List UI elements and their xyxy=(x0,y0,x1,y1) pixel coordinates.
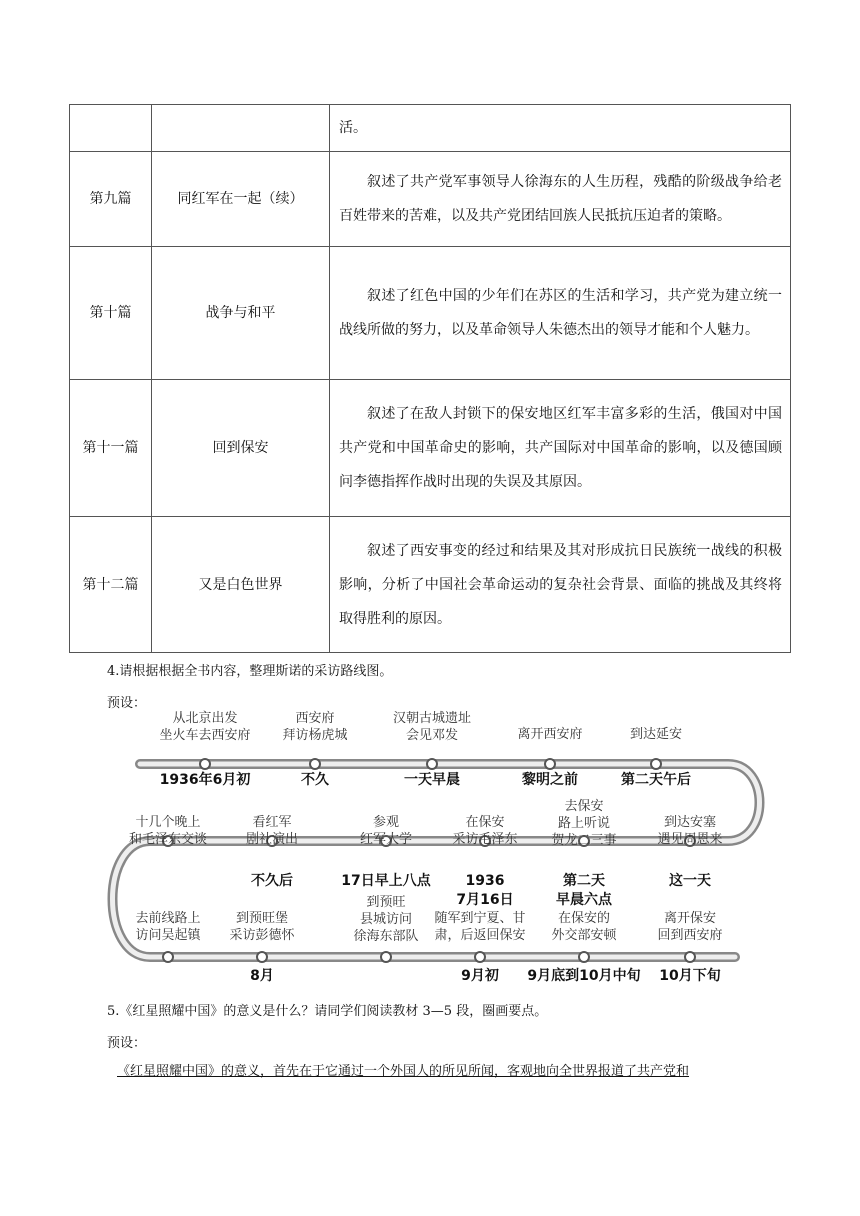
route-node xyxy=(651,759,661,769)
route-event-text: 到预旺堡 xyxy=(235,911,289,926)
route-node xyxy=(200,759,210,769)
summary-text: 活。 xyxy=(339,120,367,136)
route-event-text: 访问吴起镇 xyxy=(135,928,201,943)
route-time-text: 不久 xyxy=(301,772,329,788)
route-node xyxy=(310,759,320,769)
route-time-text: 第二天午后 xyxy=(621,772,691,788)
route-event-text: 会见邓发 xyxy=(405,728,459,743)
question-4: 4.请根据根据全书内容，整理斯诺的采访路线图。 xyxy=(107,664,393,679)
route-event-text: 贺龙二三事 xyxy=(551,833,617,848)
summary-text: 叙述了红色中国的少年们在苏区的生活和学习，共产党为建立统一战线所做的努力，以及革命领导人朱德杰出的领导才能和个人魅力。 xyxy=(339,288,782,338)
route-time-text: 10月下旬 xyxy=(659,968,721,984)
route-event-text: 去保安 xyxy=(564,799,604,814)
route-time-text: 8月 xyxy=(250,968,274,984)
route-event-text: 在保安的 xyxy=(557,911,611,926)
route-node xyxy=(475,952,485,962)
route-event-text: 坐火车去西安府 xyxy=(159,728,251,743)
route-time-text: 9月底到10月中旬 xyxy=(527,968,641,984)
route-event-text: 到达延安 xyxy=(629,727,683,742)
route-event-text: 离开西安府 xyxy=(517,727,583,742)
title-cell: 战争与和平 xyxy=(152,247,330,380)
route-time-text: 9月初 xyxy=(461,968,499,984)
route-event-text: 汉朝古城遗址 xyxy=(392,711,472,726)
route-event-text: 剧社演出 xyxy=(245,832,299,847)
route-event-text: 去前线路上 xyxy=(135,911,201,926)
route-event-text: 和毛泽东交谈 xyxy=(128,832,208,847)
route-time-text: 不久后 xyxy=(251,873,293,889)
route-time-text: 这一天 xyxy=(669,873,711,889)
chapter-cell: 第十一篇 xyxy=(70,380,152,517)
route-event-text: 西安府 xyxy=(295,711,335,726)
route-time-text: 黎明之前 xyxy=(522,772,578,788)
route-node xyxy=(427,759,437,769)
preset-label: 预设： xyxy=(107,696,147,711)
route-time-text: 早晨六点 xyxy=(556,892,612,908)
title-cell: 同红军在一起（续） xyxy=(152,152,330,247)
preset-label: 预设： xyxy=(107,1036,147,1051)
route-node xyxy=(381,952,391,962)
title-cell: 回到保安 xyxy=(152,380,330,517)
title-cell: 又是白色世界 xyxy=(152,517,330,653)
route-event-text: 从北京出发 xyxy=(172,711,238,726)
route-time-text: 1936年6月初 xyxy=(159,772,251,788)
chapter-cell: 第十二篇 xyxy=(70,517,152,653)
route-labels xyxy=(129,710,723,984)
route-event-text: 参观 xyxy=(372,815,400,830)
route-time-text: 17日早上八点 xyxy=(341,873,431,889)
question-5: 5.《红星照耀中国》的意义是什么？请同学们阅读教材 3—5 段，圈画要点。 xyxy=(107,1004,548,1019)
route-node xyxy=(163,952,173,962)
chapter-cell: 第十篇 xyxy=(70,247,152,380)
route-event-text: 县城访问 xyxy=(359,912,413,927)
route-event-text: 十几个晚上 xyxy=(135,815,201,830)
route-event-text: 随军到宁夏、甘 xyxy=(434,911,526,926)
chapter-cell: 第九篇 xyxy=(70,152,152,247)
route-event-text: 到达安塞 xyxy=(663,815,717,830)
route-event-text: 徐海东部队 xyxy=(353,929,419,944)
route-event-text: 在保安 xyxy=(465,815,505,830)
summary-text: 叙述了共产党军事领导人徐海东的人生历程，残酷的阶级战争给老百姓带来的苦难，以及共产党团结回族人民抵抗压迫者的策略。 xyxy=(339,174,782,224)
route-event-text: 遇见周恩来 xyxy=(657,832,723,847)
route-time-text: 1936 xyxy=(465,873,505,889)
route-time-text: 一天早晨 xyxy=(404,772,460,788)
route-time-text: 第二天 xyxy=(563,873,605,889)
route-event-text: 回到西安府 xyxy=(657,928,723,943)
route-event-text: 红军大学 xyxy=(359,832,413,847)
route-event-text: 外交部安顿 xyxy=(551,928,617,943)
route-node xyxy=(579,952,589,962)
route-event-text: 肃，后返回保安 xyxy=(434,928,526,943)
route-node xyxy=(545,759,555,769)
route-event-text: 采访毛泽东 xyxy=(452,832,518,847)
route-node xyxy=(685,952,695,962)
summary-text: 叙述了在敌人封锁下的保安地区红军丰富多彩的生活，俄国对中国共产党和中国革命史的影响，共产国际对中国革命的影响，以及德国顾问李德指挥作战时出现的失误及其原因。 xyxy=(339,406,782,490)
route-event-text: 看红军 xyxy=(252,815,292,830)
summary-text: 叙述了西安事变的经过和结果及其对形成抗日民族统一战线的积极影响，分析了中国社会革命运动的复杂社会背景、面临的挑战及其终将取得胜利的原因。 xyxy=(339,542,782,627)
route-event-text: 离开保安 xyxy=(663,911,717,926)
route-time-text: 7月16日 xyxy=(456,892,514,908)
route-event-text: 路上听说 xyxy=(557,816,611,831)
answer-text: 《红星照耀中国》的意义，首先在于它通过一个外国人的所见所闻，客观地向全世界报道了共产党和 xyxy=(117,1064,690,1079)
route-node xyxy=(257,952,267,962)
route-event-text: 采访彭德怀 xyxy=(229,928,295,943)
route-event-text: 到预旺 xyxy=(366,895,406,910)
route-event-text: 拜访杨虎城 xyxy=(282,728,348,743)
